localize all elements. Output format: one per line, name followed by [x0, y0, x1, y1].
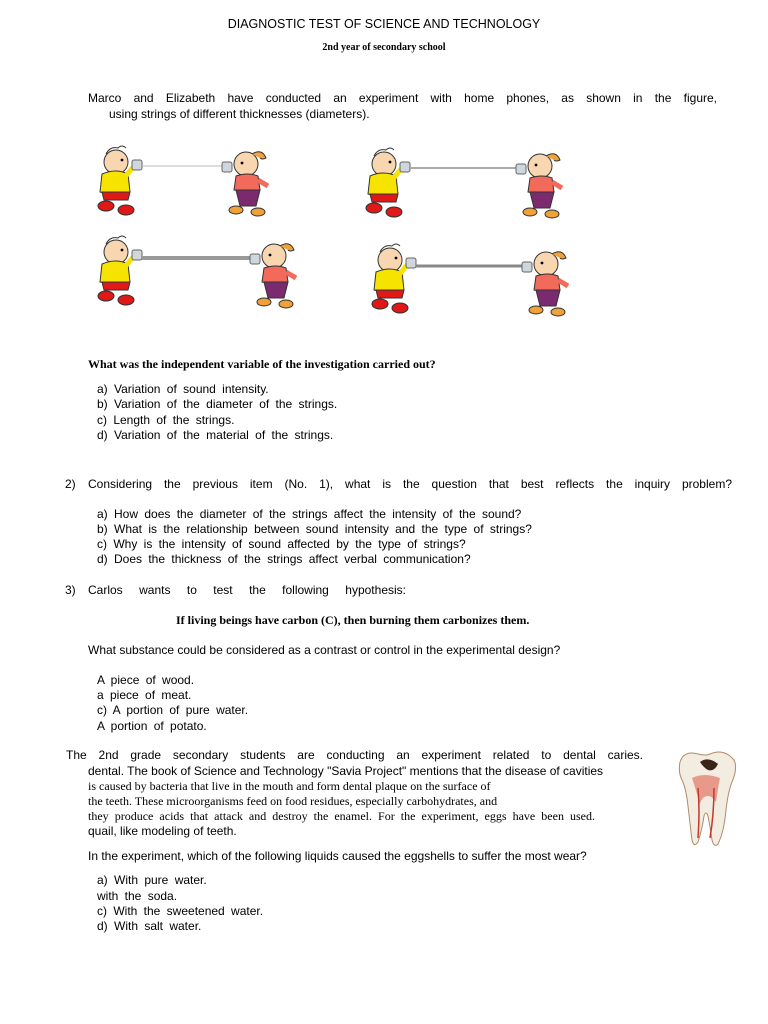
- q1-option-b: b) Variation of the diameter of the strings.: [97, 397, 338, 411]
- q3-question: What substance could be considered as a contrast or control in the experimental design?: [88, 643, 561, 657]
- q4-text-line-1: The 2nd grade secondary students are conducting an experiment related to dental caries.: [66, 748, 643, 762]
- q4-text-line-3: is caused by bacteria that live in the mouth and form dental plaque on the surface of: [88, 779, 491, 793]
- q4-option-b: with the soda.: [97, 889, 178, 903]
- q2-option-a: a) How does the diameter of the strings affect the intensity of the sound?: [97, 507, 522, 521]
- q4-option-d: d) With salt water.: [97, 919, 202, 933]
- q4-text-line-2: dental. The book of Science and Technology "Savia Project" mentions that the disease of cavities: [88, 764, 604, 778]
- pair-medium: [366, 148, 562, 218]
- q3-option-d: A portion of potato.: [97, 719, 207, 733]
- q3-option-c: c) A portion of pure water.: [97, 703, 249, 717]
- q4-option-a: a) With pure water.: [97, 873, 207, 887]
- q2-question: Considering the previous item (No. 1), what is the question that best reflects the inquiry problem?: [88, 477, 732, 491]
- q3-hypothesis: If living beings have carbon (C), then burning them carbonizes them.: [176, 613, 530, 627]
- pair-thickest: [372, 244, 568, 316]
- page-subtitle: 2nd year of secondary school: [322, 42, 446, 53]
- q4-text-line-5: they produce acids that attack and destroy the enamel. For the experiment, eggs have been used.: [88, 809, 595, 823]
- q4-question: In the experiment, which of the following liquids caused the eggshells to suffer the most wear?: [88, 849, 587, 863]
- q3-option-b: a piece of meat.: [97, 688, 192, 702]
- q1-option-d: d) Variation of the material of the strings.: [97, 428, 334, 442]
- intro-line-2: using strings of different thicknesses (diameters).: [109, 107, 370, 121]
- q2-number: 2): [65, 477, 76, 491]
- q3-stem: Carlos wants to test the following hypothesis:: [88, 583, 406, 597]
- q4-option-c: c) With the sweetened water.: [97, 904, 264, 918]
- tooth-cavity-image: [674, 748, 740, 848]
- q1-option-a: a) Variation of sound intensity.: [97, 382, 269, 396]
- q2-option-b: b) What is the relationship between sound intensity and the type of strings?: [97, 522, 532, 536]
- q4-text-line-4: the teeth. These microorganisms feed on food residues, especially carbohydrates, and: [88, 794, 498, 808]
- q1-question: What was the independent variable of the investigation carried out?: [88, 357, 436, 371]
- pair-thin-short: [98, 146, 268, 216]
- q3-number: 3): [65, 583, 76, 597]
- q3-option-a: A piece of wood.: [97, 673, 195, 687]
- string-phone-figure: [88, 138, 608, 333]
- page-title: DIAGNOSTIC TEST OF SCIENCE AND TECHNOLOGY: [227, 17, 541, 31]
- q1-option-c: c) Length of the strings.: [97, 413, 235, 427]
- q4-text-line-6: quail, like modeling of teeth.: [88, 824, 237, 838]
- q2-option-c: c) Why is the intensity of sound affected by the type of strings?: [97, 537, 466, 551]
- intro-line-1: Marco and Elizabeth have conducted an experiment with home phones, as shown in the figure,: [88, 91, 717, 105]
- q2-option-d: d) Does the thickness of the strings affect verbal communication?: [97, 552, 471, 566]
- pair-thick: [98, 236, 296, 308]
